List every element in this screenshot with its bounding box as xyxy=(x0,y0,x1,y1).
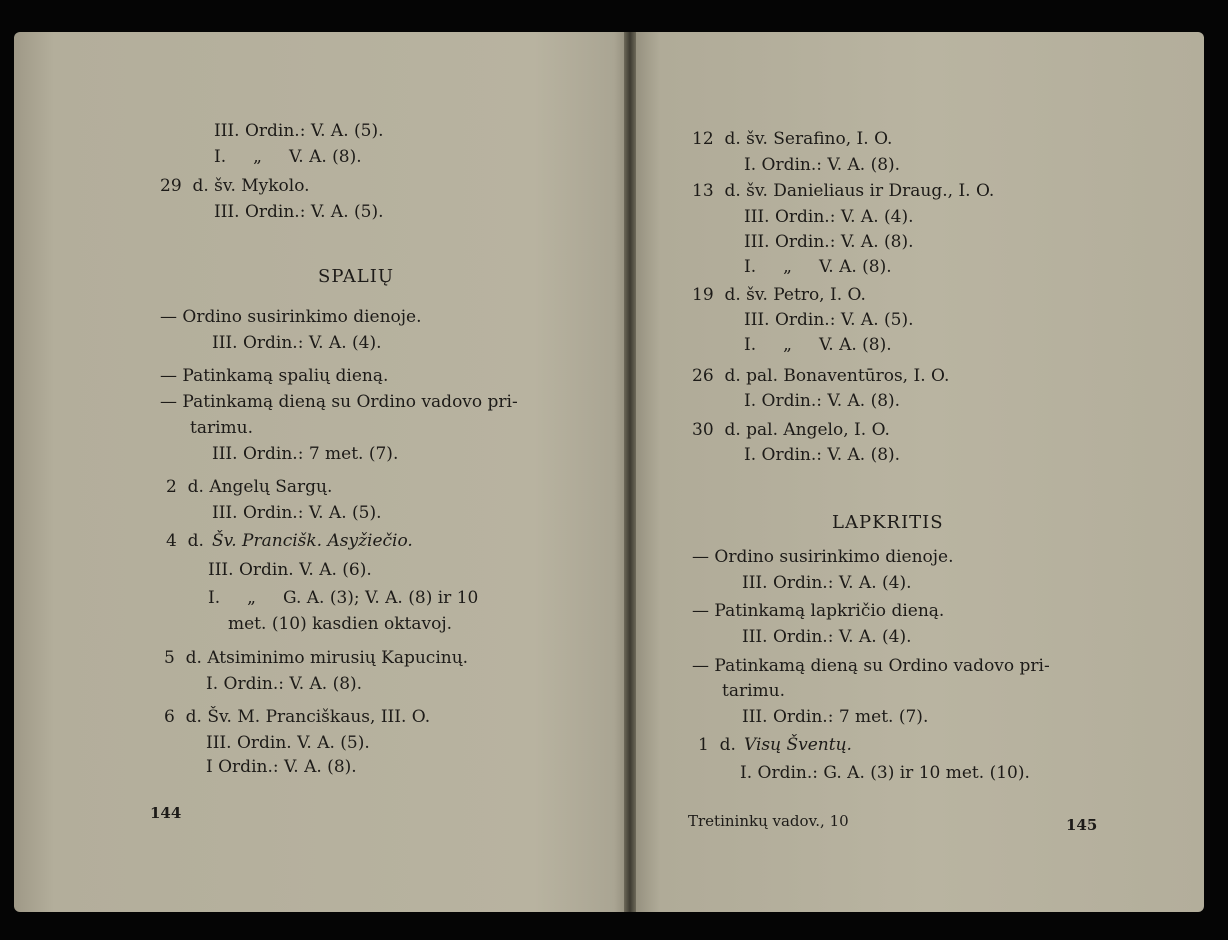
text-line: III. Ordin.: 7 met. (7). xyxy=(742,707,929,727)
text-line: 5 d. Atsiminimo mirusių Kapucinų. xyxy=(164,648,469,668)
text-line: — Ordino susirinkimo dienoje. xyxy=(692,547,954,567)
text-line: 29 d. šv. Mykolo. xyxy=(160,176,310,196)
text-line: I. Ordin.: V. A. (8). xyxy=(206,674,363,694)
text-line: 30 d. pal. Angelo, I. O. xyxy=(692,420,890,440)
text-line: III. Ordin. V. A. (6). xyxy=(208,560,372,580)
text-line: 6 d. Šv. M. Pranciškaus, III. O. xyxy=(164,707,431,727)
text-line: — Ordino susirinkimo dienoje. xyxy=(160,307,422,327)
text-line: tarimu. xyxy=(722,681,786,701)
text-line: 13 d. šv. Danieliaus ir Draug., I. O. xyxy=(692,181,995,201)
text-line: III. Ordin.: V. A. (8). xyxy=(744,232,914,252)
text-line: I. Ordin.: V. A. (8). xyxy=(744,445,901,465)
section-heading: LAPKRITIS xyxy=(832,512,944,533)
text-line: III. Ordin.: V. A. (4). xyxy=(742,627,912,647)
text-line: III. Ordin.: 7 met. (7). xyxy=(212,444,399,464)
text-line: III. Ordin.: V. A. (5). xyxy=(744,310,914,330)
text-line: — Patinkamą spalių dieną. xyxy=(160,366,389,386)
text-line: III. Ordin. V. A. (5). xyxy=(206,733,370,753)
text-line: I Ordin.: V. A. (8). xyxy=(206,757,357,777)
text-line: 26 d. pal. Bonaventūros, I. O. xyxy=(692,366,950,386)
text-line: — Patinkamą lapkričio dieną. xyxy=(692,601,945,621)
text-line: I. „ G. A. (3); V. A. (8) ir 10 xyxy=(208,588,479,608)
left-page xyxy=(14,32,630,912)
text-line: met. (10) kasdien oktavoj. xyxy=(228,614,453,634)
page-number: 145 xyxy=(1066,816,1098,834)
text-line: III. Ordin.: V. A. (5). xyxy=(214,202,384,222)
text-line: I. „ V. A. (8). xyxy=(744,335,892,355)
signature-footer: Tretininkų vadov., 10 xyxy=(688,812,849,830)
text-line: 19 d. šv. Petro, I. O. xyxy=(692,285,866,305)
feast-title-italic: Šv. Prancišk. Asyžiečio. xyxy=(212,531,413,551)
text-line: I. Ordin.: V. A. (8). xyxy=(744,155,901,175)
text-line: I. „ V. A. (8). xyxy=(744,257,892,277)
text-line: I. „ V. A. (8). xyxy=(214,147,362,167)
text-line: III. Ordin.: V. A. (5). xyxy=(214,121,384,141)
right-page xyxy=(630,32,1204,912)
text-line: III. Ordin.: V. A. (4). xyxy=(212,333,382,353)
text-line: III. Ordin.: V. A. (4). xyxy=(742,573,912,593)
text-line: I. Ordin.: V. A. (8). xyxy=(744,391,901,411)
text-line: — Patinkamą dieną su Ordino vadovo pri- xyxy=(692,656,1050,676)
section-heading: SPALIŲ xyxy=(318,266,395,287)
book-gutter xyxy=(624,32,636,912)
feast-title-italic: Visų Šventų. xyxy=(744,735,852,755)
text-line: I. Ordin.: G. A. (3) ir 10 met. (10). xyxy=(740,763,1030,783)
text-line: 4 d. xyxy=(166,531,204,551)
text-line: III. Ordin.: V. A. (5). xyxy=(212,503,382,523)
text-line: 12 d. šv. Serafino, I. O. xyxy=(692,129,893,149)
text-line: 2 d. Angelų Sargų. xyxy=(166,477,333,497)
text-line: tarimu. xyxy=(190,418,254,438)
page-number: 144 xyxy=(150,804,182,822)
text-line: 1 d. xyxy=(698,735,736,755)
text-line: — Patinkamą dieną su Ordino vadovo pri- xyxy=(160,392,518,412)
text-line: III. Ordin.: V. A. (4). xyxy=(744,207,914,227)
